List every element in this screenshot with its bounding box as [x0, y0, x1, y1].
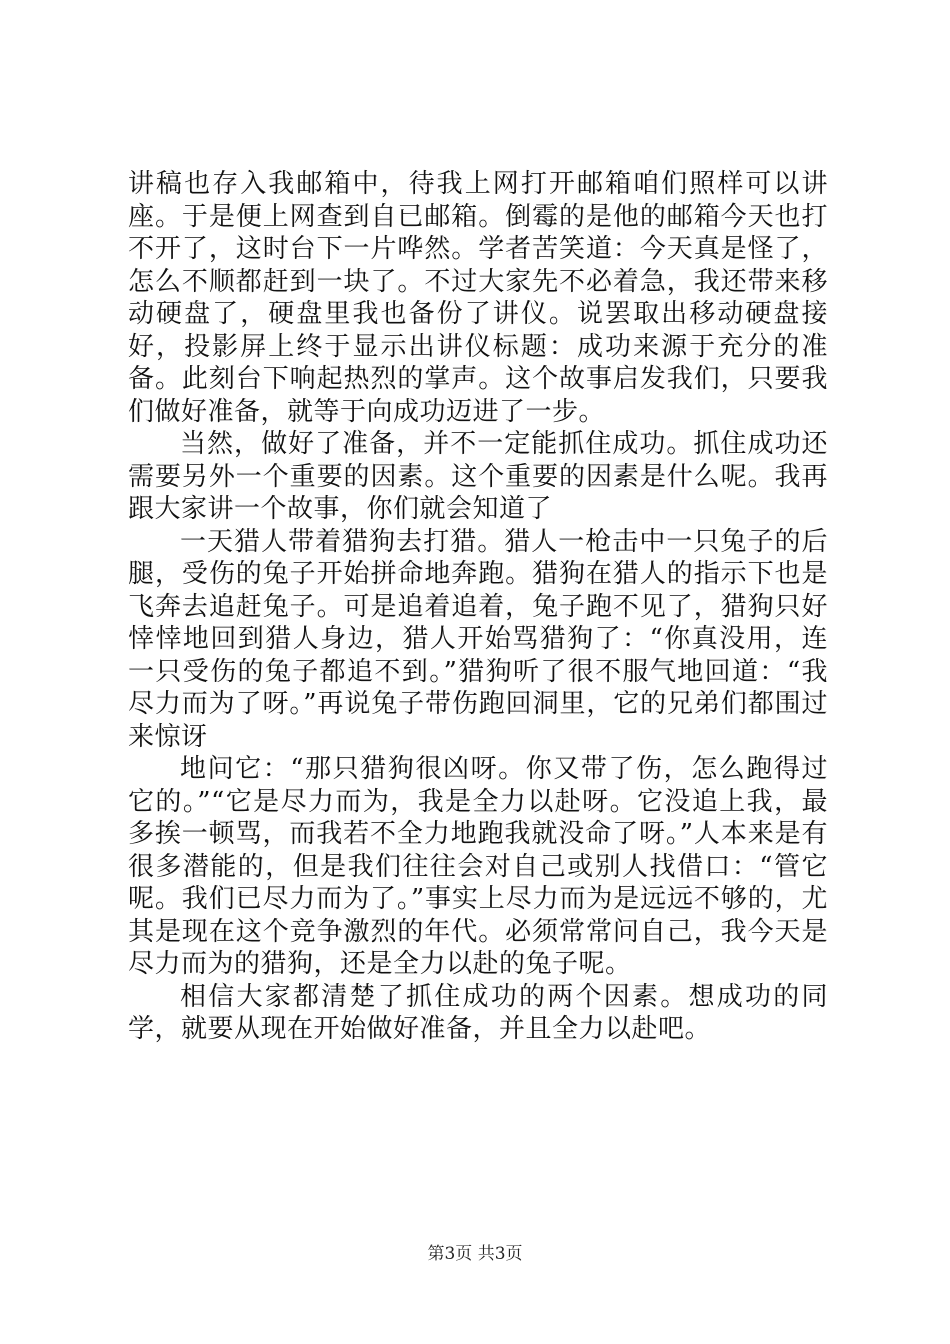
document-body	[128, 168, 828, 1046]
paragraph-1: 讲稿也存入我邮箱中，待我上网打开邮箱咱们照样可以讲座。于是便上网查到自已邮箱。倒霉的是他的邮箱今天也打不开了，这时台下一片哗然。学者苦笑道：今天真是怪了，怎么不顺都赶到一块了。不过大家先不必着急，我还带来移动硬盘了，硬盘里我也备份了讲仪。说罢取出移动硬盘接好，投影屏上终于显示出讲仪标题：成功来源于充分的准备。此刻台下响起热烈的掌声。这个故事启发我们，只要我们做好准备，就等于向成功迈进了一步。	[128, 169, 828, 427]
page-number-footer: 第3页 共3页	[427, 1244, 523, 1264]
paragraph-3: 一天猎人带着猎狗去打猎。猎人一枪击中一只兔子的后腿，受伤的兔子开始拼命地奔跑。猎狗在猎人的指示下也是飞奔去追赶兔子。可是追着追着，兔子跑不见了，猎狗只好悻悻地回到猎人身边，猎人开始骂猎狗了：“你真没用，连一只受伤的兔子都追不到。”猎狗听了很不服气地回道：“我尽力而为了呀。”再说兔子带伤跑回洞里，它的兄弟们都围过来惊讶	[128, 526, 828, 752]
paragraph-4: 地问它：“那只猎狗很凶呀。你又带了伤，怎么跑得过它的。”“它是尽力而为，我是全力以赴呀。它没追上我，最多挨一顿骂，而我若不全力地跑我就没命了呀。”人本来是有很多潜能的，但是我们往往会对自己或别人找借口：“管它呢。我们已尽力而为了。”事实上尽力而为是远远不够的，尤其是现在这个竞争激烈的年代。必须常常问自己，我今天是尽力而为的猎狗，还是全力以赴的兔子呢。	[128, 754, 828, 979]
paragraph-2: 当然，做好了准备，并不一定能抓住成功。抓住成功还需要另外一个重要的因素。这个重要的因素是什么呢。我再跟大家讲一个故事，你们就会知道了	[128, 429, 828, 524]
paragraph-5: 相信大家都清楚了抓住成功的两个因素。想成功的同学，就要从现在开始做好准备，并且全力以赴吧。	[128, 981, 828, 1044]
